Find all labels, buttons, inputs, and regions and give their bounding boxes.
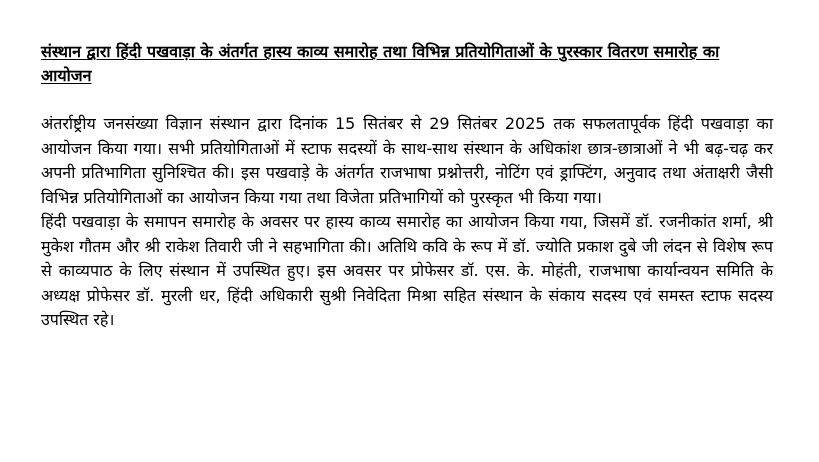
- document-body: [41, 40, 773, 333]
- paragraph-closing-ceremony: हिंदी पखवाड़ा के समापन समारोह के अवसर पर हास्य काव्य समारोह का आयोजन किया गया, जिसमें डॉ. रजनीकांत शर्मा, श्री मुकेश गौतम और श्री राकेश तिवारी जी ने सहभागिता की। अतिथि कवि के रूप में डॉ. ज्योति प्रकाश दुबे जी लंदन से विशेष रूप से काव्यपाठ के लिए संस्थान में उपस्थित हुए। इस अवसर पर प्रोफेसर डॉ. एस. के. मोहंती, राजभाषा कार्यान्वयन समिति के अध्यक्ष प्रोफेसर डॉ. मुरली धर, हिंदी अधिकारी सुश्री निवेदिता मिश्रा सहित संस्थान के संकाय सदस्य एवं समस्त स्टाफ सदस्य उपस्थित रहे।: [41, 212, 773, 329]
- document-title: संस्थान द्वारा हिंदी पखवाड़ा के अंतर्गत हास्य काव्य समारोह तथा विभिन्न प्रतियोगिताओं के पुरस्कार वितरण समारोह का आयोजन: [41, 42, 720, 85]
- paragraph-pakhwada-overview: अंतर्राष्ट्रीय जनसंख्या विज्ञान संस्थान द्वारा दिनांक 15 सितंबर से 29 सितंबर 2025 तक सफलतापूर्वक हिंदी पखवाड़ा का आयोजन किया गया। सभी प्रतियोगिताओं में स्टाफ सदस्यों के साथ-साथ संस्थान के अधिकांश छात्र-छात्राओं ने भी बढ़-चढ़ कर अपनी प्रतिभागिता सुनिश्चित की। इस पखवाड़े के अंतर्गत राजभाषा प्रश्नोत्तरी, नोटिंग एवं ड्राफ्टिंग, अनुवाद तथा अंताक्षरी जैसी विभिन्न प्रतियोगिताओं का आयोजन किया गया तथा विजेता प्रतिभागियों को पुरस्कृत भी किया गया।: [41, 114, 773, 207]
